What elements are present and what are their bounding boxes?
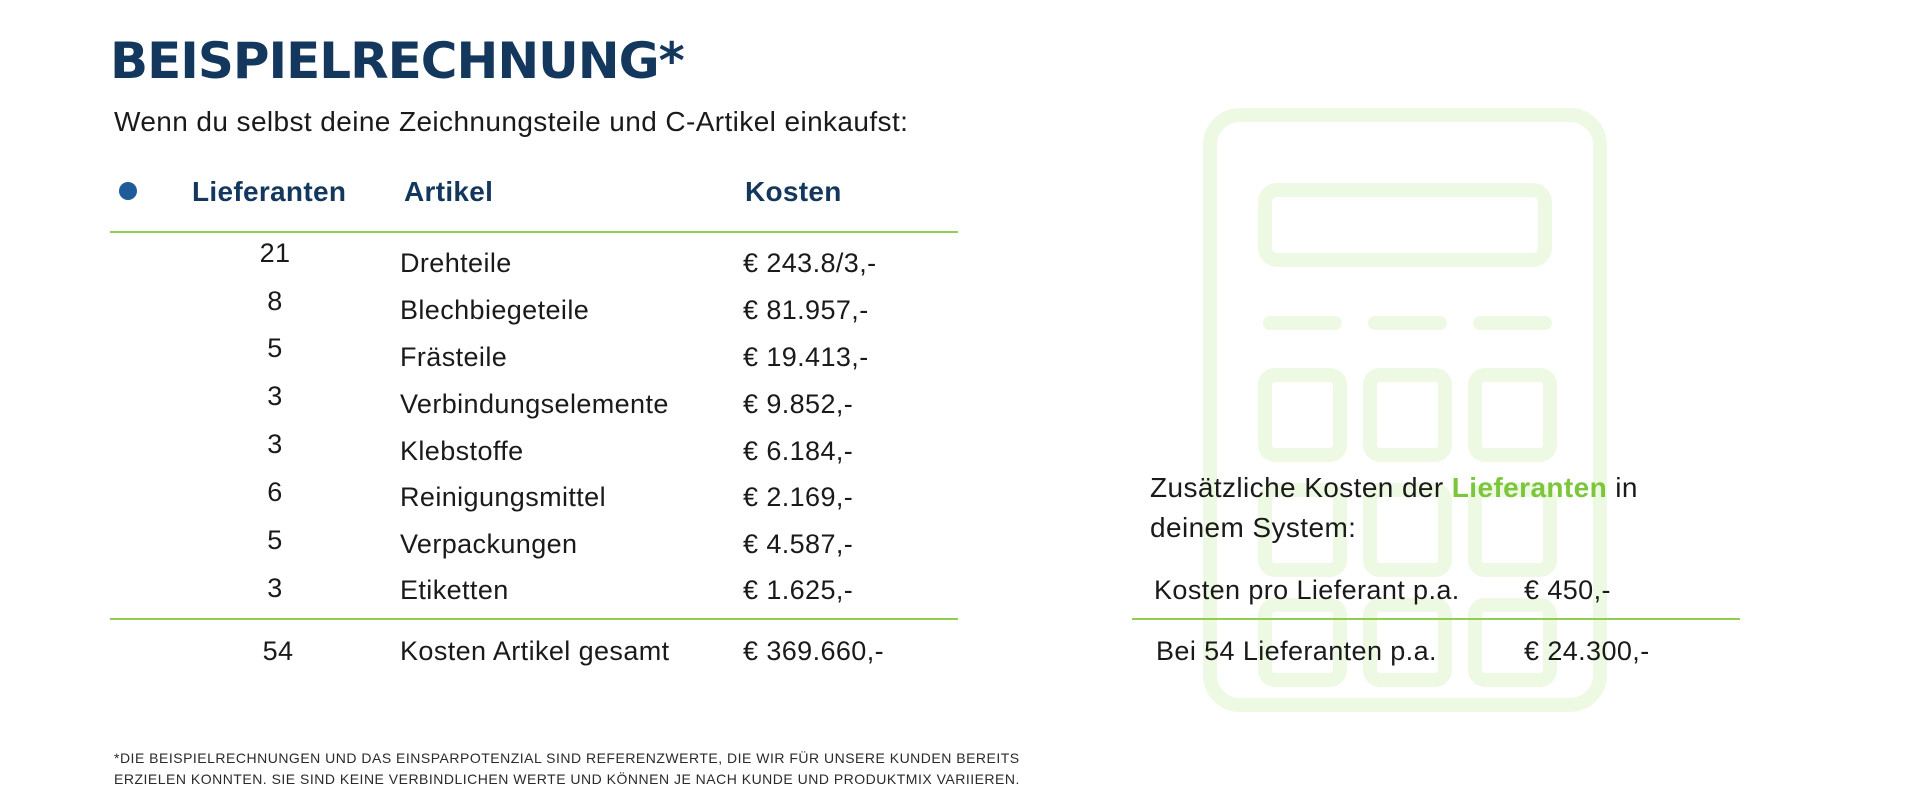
header-article: Artikel [404, 176, 494, 207]
footnote-line-2: ERZIELEN KONNTEN. SIE SIND KEINE VERBINDLICHEN WERTE UND KÖNNEN JE NACH KUNDE UND PRODUKTMIX VARIIEREN. [114, 771, 1020, 787]
side-heading-suffix: in deinem System: [1150, 472, 1638, 543]
side-heading [1150, 468, 1710, 548]
bullet-dot-icon [119, 182, 137, 200]
row-article: Etiketten [400, 575, 509, 605]
total-cost: € 369.660,- [743, 636, 885, 666]
side-heading-prefix: Zusätzliche Kosten der [1150, 472, 1452, 503]
side-row2-value: € 24.300,- [1524, 636, 1650, 666]
row-article: Drehteile [400, 248, 512, 278]
side-row2-label: Bei 54 Lieferanten p.a. [1156, 636, 1437, 666]
row-count: 8 [267, 286, 283, 316]
calculator-icon [1185, 105, 1625, 715]
row-article: Reinigungsmittel [400, 482, 606, 512]
intro-text: Wenn du selbst deine Zeichnungsteile und C-Artikel einkaufst: [114, 106, 909, 137]
total-count: 54 [262, 636, 294, 666]
footnote [114, 748, 1020, 790]
row-article: Klebstoffe [400, 436, 524, 466]
side-divider [1132, 618, 1740, 620]
row-cost: € 9.852,- [743, 389, 854, 419]
row-cost: € 1.625,- [743, 575, 854, 605]
page-title: BEISPIELRECHNUNG* [110, 32, 684, 90]
row-cost: € 81.957,- [743, 295, 869, 325]
row-count: 21 [259, 238, 291, 268]
row-cost: € 243.8/3,- [743, 248, 877, 278]
footnote-line-1: *DIE BEISPIELRECHNUNGEN UND DAS EINSPARPOTENZIAL SIND REFERENZWERTE, DIE WIR FÜR UNSERE KUNDEN BEREITS [114, 750, 1020, 766]
row-count: 3 [267, 381, 283, 411]
row-count: 5 [267, 333, 283, 363]
row-article: Blechbiegeteile [400, 295, 590, 325]
total-label: Kosten Artikel gesamt [400, 636, 670, 666]
row-cost: € 19.413,- [743, 342, 869, 372]
row-article: Verbindungselemente [400, 389, 669, 419]
side-row1-label: Kosten pro Lieferant p.a. [1154, 575, 1460, 605]
row-cost: € 4.587,- [743, 529, 854, 559]
header-suppliers: Lieferanten [192, 176, 347, 207]
header-divider [110, 231, 958, 233]
row-article: Frästeile [400, 342, 508, 372]
row-article: Verpackungen [400, 529, 578, 559]
header-cost: Kosten [745, 176, 842, 207]
side-heading-highlight: Lieferanten [1451, 472, 1608, 503]
row-count: 5 [267, 525, 283, 555]
row-count: 3 [267, 573, 283, 603]
row-cost: € 2.169,- [743, 482, 854, 512]
row-cost: € 6.184,- [743, 436, 854, 466]
row-count: 6 [267, 477, 283, 507]
row-count: 3 [267, 429, 283, 459]
side-row1-value: € 450,- [1524, 575, 1611, 605]
total-divider [110, 618, 958, 620]
